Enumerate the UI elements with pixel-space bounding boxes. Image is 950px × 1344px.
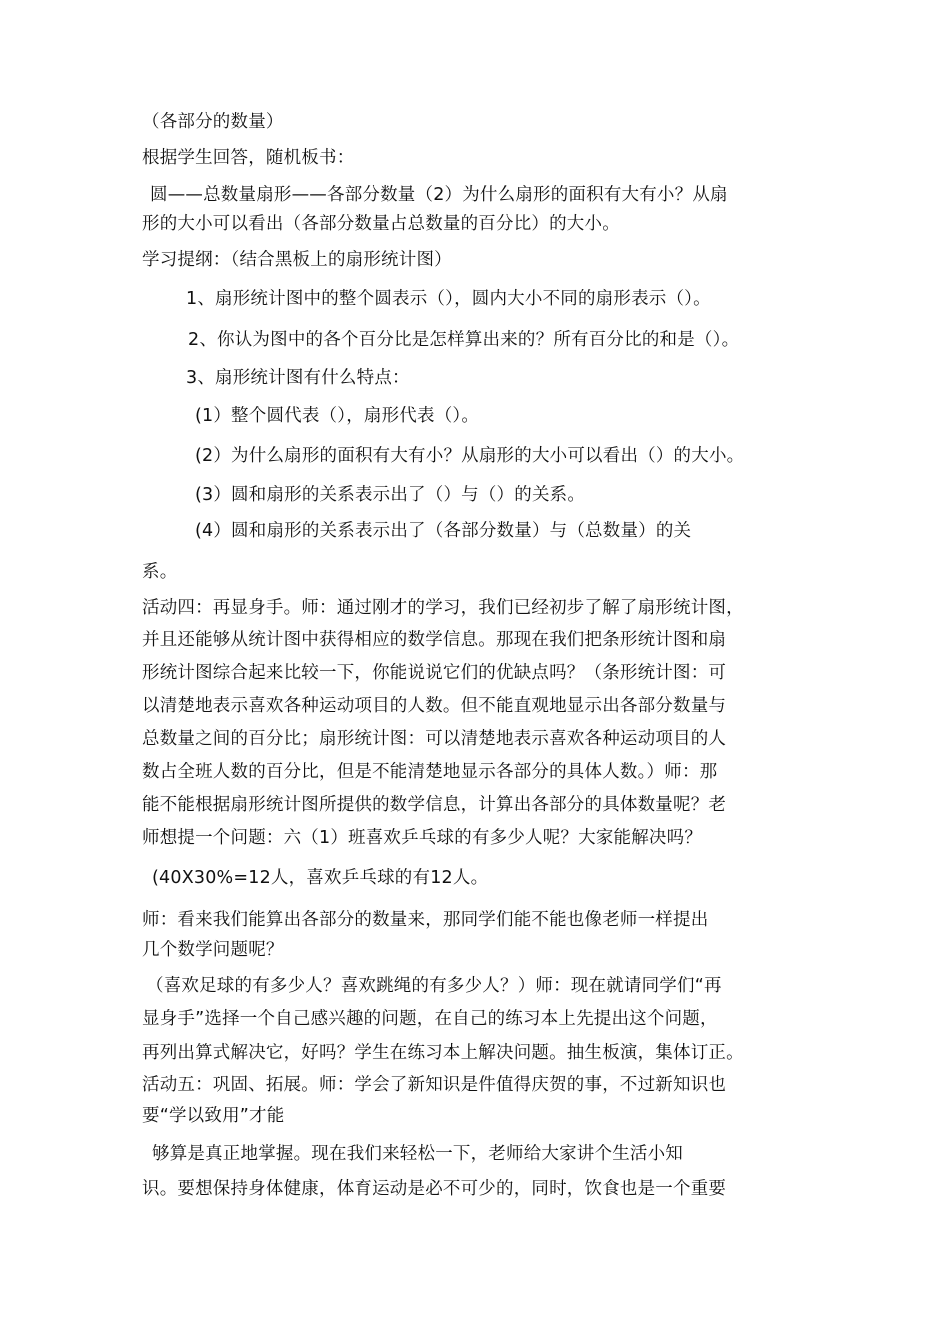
text-line: (2）为什么扇形的面积有大有小？从扇形的大小可以看出（）的大小。 bbox=[195, 446, 745, 466]
text-line: 形的大小可以看出（各部分数量占总数量的百分比）的大小。 bbox=[142, 214, 620, 234]
text-line: 活动四：再显身手。师：通过刚才的学习，我们已经初步了解了扇形统计图， bbox=[142, 598, 744, 618]
text-line: 活动五：巩固、拓展。师：学会了新知识是件值得庆贺的事，不过新知识也 bbox=[142, 1075, 727, 1095]
text-line: 识。要想保持身体健康，体育运动是必不可少的，同时，饮食也是一个重要 bbox=[142, 1179, 727, 1199]
text-line: 总数量之间的百分比；扇形统计图：可以清楚地表示喜欢各种运动项目的人 bbox=[142, 729, 727, 749]
text-line: (40X30%=12人，喜欢乒乓球的有12人。 bbox=[152, 868, 489, 888]
text-line: (4）圆和扇形的关系表示出了（各部分数量）与（总数量）的关 bbox=[195, 521, 692, 541]
text-line: 几个数学问题呢？ bbox=[142, 940, 284, 960]
text-line: （各部分的数量） bbox=[142, 112, 284, 132]
text-line: 显身手”选择一个自己感兴趣的问题，在自己的练习本上先提出这个问题， bbox=[142, 1009, 718, 1029]
text-line: 系。 bbox=[142, 562, 178, 582]
text-line: 够算是真正地掌握。现在我们来轻松一下，老师给大家讲个生活小知 bbox=[152, 1144, 683, 1164]
text-line: 并且还能够从统计图中获得相应的数学信息。那现在我们把条形统计图和扇 bbox=[142, 630, 727, 650]
text-line: (1）整个圆代表（），扇形代表（）。 bbox=[195, 406, 480, 426]
text-line: 再列出算式解决它，好吗？学生在练习本上解决问题。抽生板演，集体订正。 bbox=[142, 1043, 744, 1063]
text-line: 2、你认为图中的各个百分比是怎样算出来的？所有百分比的和是（）。 bbox=[188, 330, 740, 350]
text-line: 圆——总数量扇形——各部分数量（2）为什么扇形的面积有大有小？从扇 bbox=[150, 185, 728, 205]
text-line: 以清楚地表示喜欢各种运动项目的人数。但不能直观地显示出各部分数量与 bbox=[142, 696, 727, 716]
text-line: （喜欢足球的有多少人？喜欢跳绳的有多少人？）师：现在就请同学们“再 bbox=[146, 976, 722, 996]
text-line: 3、扇形统计图有什么特点： bbox=[186, 368, 410, 388]
text-line: 要“学以致用”才能 bbox=[142, 1106, 285, 1126]
text-line: 形统计图综合起来比较一下，你能说说它们的优缺点吗？（条形统计图：可 bbox=[142, 663, 727, 683]
text-line: (3）圆和扇形的关系表示出了（）与（）的关系。 bbox=[195, 485, 586, 505]
text-line: 数占全班人数的百分比，但是不能清楚地显示各部分的具体人数。）师：那 bbox=[142, 762, 718, 782]
text-line: 根据学生回答，随机板书： bbox=[142, 148, 355, 168]
text-line: 1、扇形统计图中的整个圆表示（），圆内大小不同的扇形表示（）。 bbox=[186, 289, 711, 309]
text-line: 师：看来我们能算出各部分的数量来，那同学们能不能也像老师一样提出 bbox=[142, 910, 709, 930]
text-line: 能不能根据扇形统计图所提供的数学信息，计算出各部分的具体数量呢？老 bbox=[142, 795, 727, 815]
text-line: 师想提一个问题：六（1）班喜欢乒乓球的有多少人呢？大家能解决吗？ bbox=[142, 828, 703, 848]
text-line: 学习提纲：（结合黑板上的扇形统计图） bbox=[142, 250, 452, 270]
